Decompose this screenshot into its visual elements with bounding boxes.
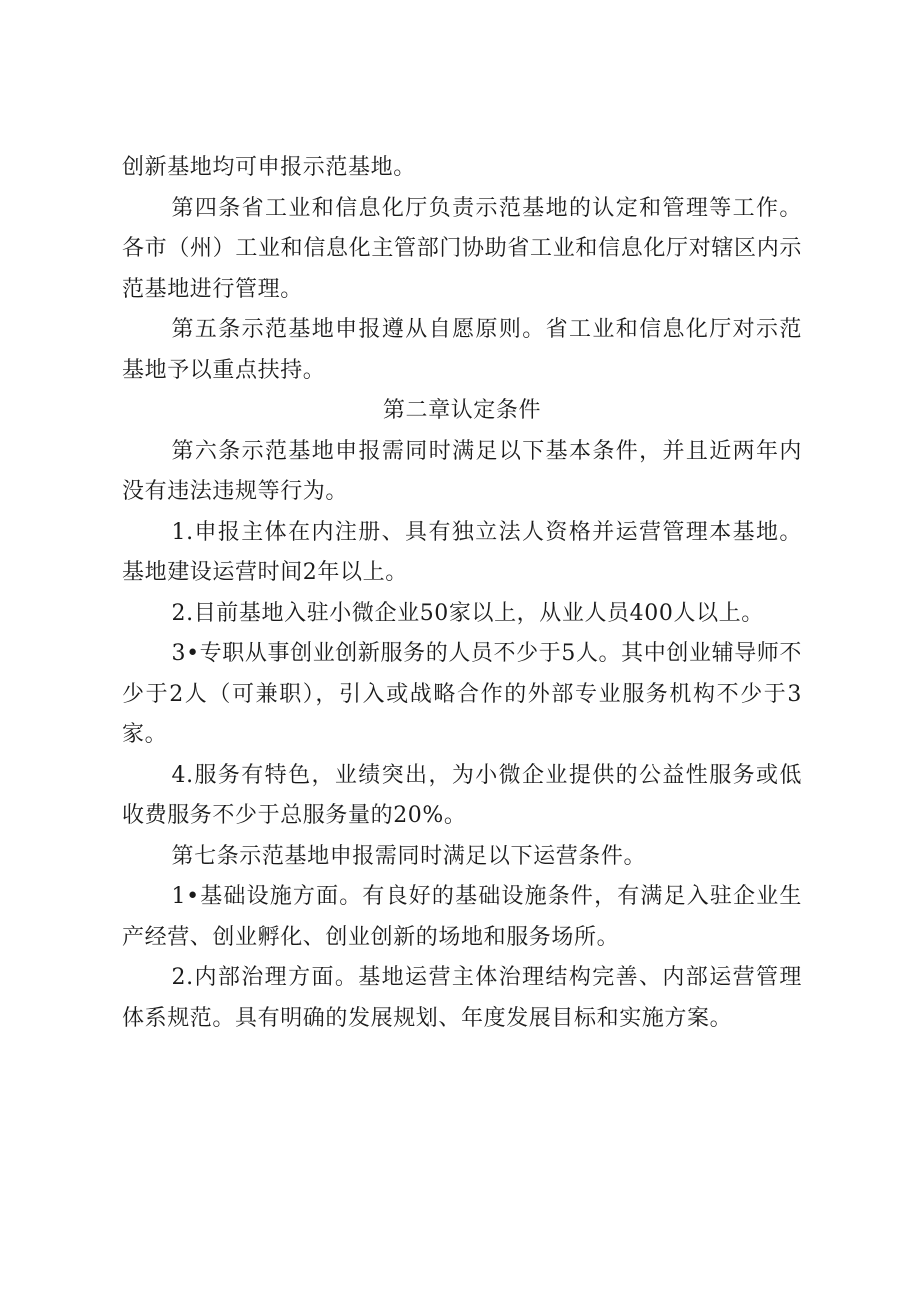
paragraph-article-5: 第五条示范基地申报遵从自愿原则。省工业和信息化厅对示范基地予以重点扶持。 <box>122 317 802 383</box>
document-body <box>122 148 802 1039</box>
list-item-7-1: 1•基础设施方面。有良好的基础设施条件，有满足入驻企业生产经营、创业孵化、创业创新的场地和服务场所。 <box>122 884 802 950</box>
paragraph-article-6: 第六条示范基地申报需同时满足以下基本条件，并且近两年内没有违法违规等行为。 <box>122 438 802 504</box>
list-item-7-2: 2.内部治理方面。基地运营主体治理结构完善、内部运营管理体系规范。具有明确的发展规划、年度发展目标和实施方案。 <box>122 965 802 1031</box>
paragraph-article-7: 第七条示范基地申报需同时满足以下运营条件。 <box>171 843 647 869</box>
list-item-6-1: 1.申报主体在内注册、具有独立法人资格并运营管理本基地。基地建设运营时间2年以上。 <box>122 519 802 585</box>
paragraph-article-4: 第四条省工业和信息化厅负责示范基地的认定和管理等工作。各市（州）工业和信息化主管部门协助省工业和信息化厅对辖区内示范基地进行管理。 <box>122 195 802 302</box>
list-item-6-2: 2.目前基地入驻小微企业50家以上，从业人员400人以上。 <box>171 600 764 626</box>
list-item-6-4: 4.服务有特色，业绩突出，为小微企业提供的公益性服务或低收费服务不少于总服务量的20%。 <box>122 762 802 828</box>
paragraph-continuation: 创新基地均可申报示范基地。 <box>122 155 416 180</box>
list-item-6-3: 3•专职从事创业创新服务的人员不少于5人。其中创业辅导师不少于2人（可兼职），引入或战略合作的外部专业服务机构不少于3家。 <box>122 641 802 747</box>
chapter-heading: 第二章认定条件 <box>382 398 542 423</box>
